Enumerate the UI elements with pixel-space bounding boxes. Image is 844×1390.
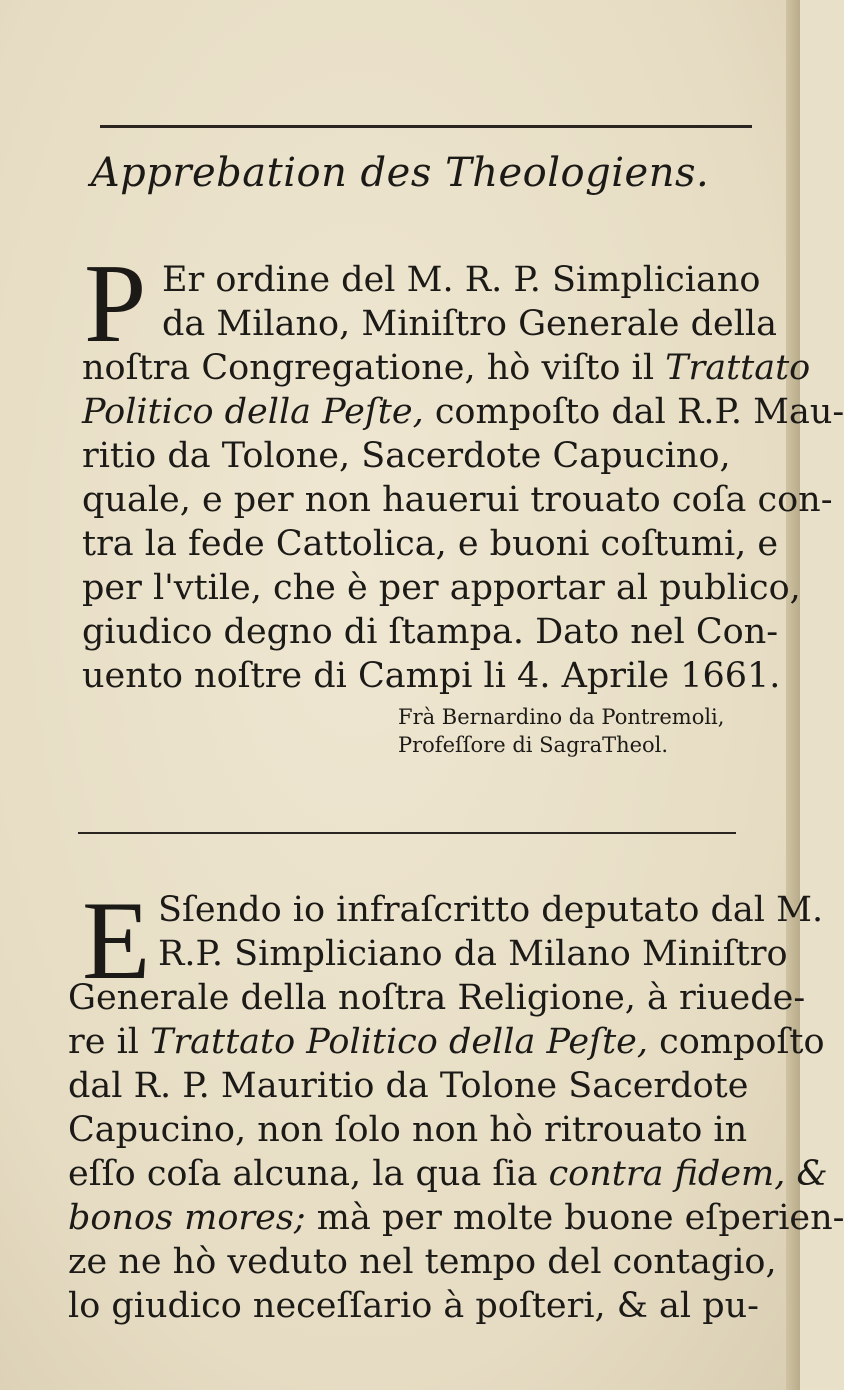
text-line: lo giudico neceſſario à poſteri, & al pu-: [68, 1286, 760, 1326]
text-line: giudico degno di ſtampa. Dato nel Con-: [82, 612, 779, 652]
text-line: [68, 1198, 844, 1238]
italic-title-run: Trattato: [665, 348, 811, 388]
text-line: [68, 1022, 825, 1062]
text-line: ritio da Tolone, Sacerdote Capucino,: [82, 436, 731, 476]
signature-line: Profeſſore di SagraTheol.: [398, 733, 669, 757]
text-run: compoſto dal R.P. Mau-: [423, 392, 844, 432]
text-line: da Milano, Miniſtro Generale della: [162, 304, 777, 344]
text-run: eſſo coſa alcuna, la qua ſia: [68, 1154, 549, 1194]
text-line: Sſendo io infraſcritto deputato dal M.: [158, 890, 824, 930]
text-run: noſtra Congregatione, hò viſto il: [82, 348, 666, 388]
text-line: Capucino, non ſolo non hò ritrouato in: [68, 1110, 748, 1150]
italic-title-run: Trattato Politico della Peſte,: [150, 1022, 648, 1062]
text-run: compoſto: [648, 1022, 825, 1062]
top-rule: [100, 125, 752, 128]
text-line: R.P. Simpliciano da Milano Miniſtro: [158, 934, 788, 974]
text-line: [68, 1154, 828, 1194]
text-line: [82, 392, 844, 432]
section-title: Apprebation des Theologiens.: [90, 150, 710, 196]
text-line: Er ordine del M. R. P. Simpliciano: [162, 260, 761, 300]
italic-latin-run: contra fidem, &: [548, 1154, 828, 1194]
drop-cap-e: E: [82, 879, 151, 1003]
text-run: re il: [68, 1022, 151, 1062]
text-line: ze ne hò veduto nel tempo del contagio,: [68, 1242, 777, 1282]
text-line: per l'vtile, che è per apportar al publico,: [82, 568, 801, 608]
italic-latin-run: bonos mores;: [68, 1198, 306, 1238]
middle-rule: [78, 832, 736, 834]
text-line: dal R. P. Mauritio da Tolone Sacerdote: [68, 1066, 749, 1106]
italic-title-run: Politico della Peſte,: [82, 392, 424, 432]
text-line: uento noſtre di Campi li 4. Aprile 1661.: [82, 656, 781, 696]
text-line: [82, 348, 811, 388]
text-run: mà per molte buone eſperien-: [305, 1198, 844, 1238]
signature-line: Frà Bernardino da Pontremoli,: [398, 705, 725, 729]
text-line: quale, e per non hauerui trouato coſa con-: [82, 480, 833, 520]
text-line: tra la fede Cattolica, e buoni coſtumi, e: [82, 524, 779, 564]
drop-cap-p: P: [84, 242, 147, 366]
text-line: Generale della noſtra Religione, à riuede-: [68, 978, 806, 1018]
